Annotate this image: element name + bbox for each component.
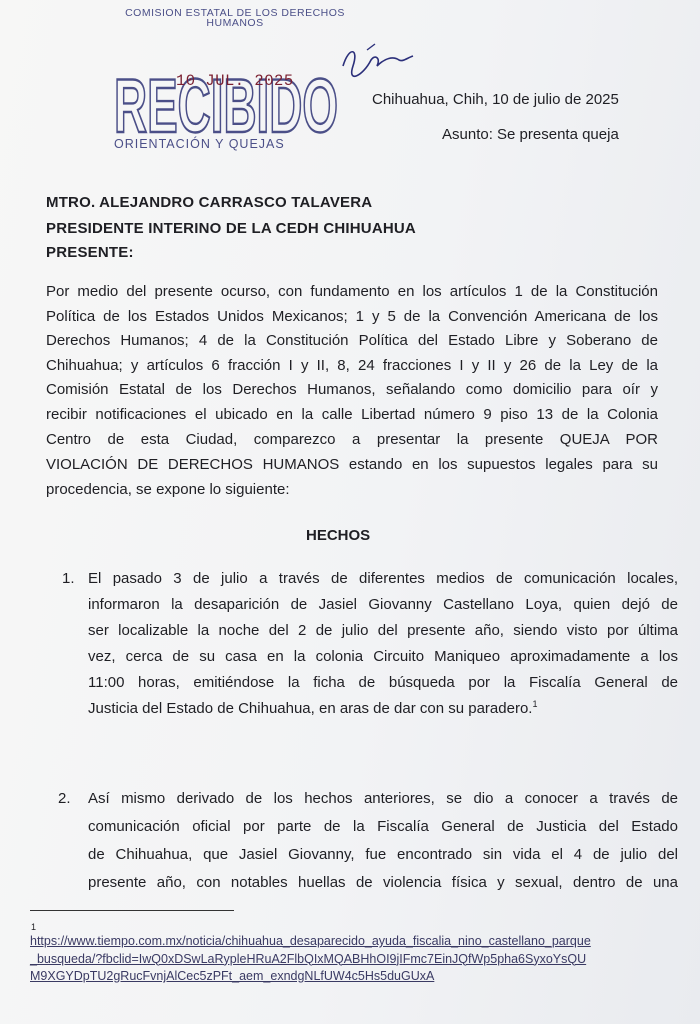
signature-icon [337, 36, 417, 126]
fact-line: Así mismo derivado de los hechos anteriores, se dio a conocer a través de [88, 790, 678, 807]
fact-line: comunicación oficial por parte de la Fiscalía General de Justicia del Estado [88, 818, 678, 835]
intro-line: Chihuahua; y artículos 6 fracción I y II, 8, 24 fracciones I y II y 26 de la Ley de la [46, 357, 658, 374]
fact-line: vez, cerca de su casa en la colonia Circuito Maniqueo aproximadamente a los [88, 648, 678, 665]
fact-line: 11:00 horas, emitiéndose la ficha de búsqueda por la Fiscalía General de [88, 674, 678, 691]
fact-line: El pasado 3 de julio a través de diferentes medios de comunicación locales, [88, 570, 678, 587]
stamp-institution: COMISION ESTATAL DE LOS DERECHOS HUMANOS [125, 7, 345, 29]
fact-line: ser localizable la noche del 2 de julio del presente año, siendo visto por última [88, 622, 678, 639]
section-title: HECHOS [306, 527, 371, 544]
fact-line: presente año, con notables huellas de violencia física y sexual, dentro de una [88, 874, 678, 891]
fact-number: 1. [62, 570, 75, 587]
footnote-link-line[interactable]: M9XGYDpTU2gRucFvnjAlCec5zPFt_aem_exndgNLfUW4c5Hs5duGUxA [30, 969, 435, 983]
place-and-date: Chihuahua, Chih, 10 de julio de 2025 [372, 91, 619, 108]
footnote-link-line[interactable]: _busqueda/?fbclid=IwQ0xDSwLaRypleHRuA2FlbQIxMQABHhOI9jIFmc7EinJQfWp5pha6SyxoYsQU [30, 951, 587, 966]
stamp-word-text: RECIBIDO [114, 64, 338, 144]
stamp-date: 10 JUL. 2025 [176, 72, 294, 90]
intro-line: Comisión Estatal de los Derechos Humanos, señalando como domicilio para oír y [46, 381, 658, 398]
intro-line: VIOLACIÓN DE DERECHOS HUMANOS estando en los supuestos legales para su [46, 456, 658, 473]
intro-line: Centro de esta Ciudad, comparezco a presentar la presente QUEJA POR [46, 431, 658, 448]
intro-line: Política de los Estados Unidos Mexicanos; 1 y 5 de la Convención Americana de los [46, 308, 658, 325]
intro-line: procedencia, se expone lo siguiente: [46, 481, 290, 498]
footnote-link-line[interactable]: https://www.tiempo.com.mx/noticia/chihuahua_desaparecido_ayuda_fiscalia_nino_castellano_parque [30, 934, 591, 948]
fact-line: Justicia del Estado de Chihuahua, en aras de dar con su paradero. [88, 700, 533, 717]
intro-line: recibir notificaciones el ubicado en la calle Libertad número 9 piso 13 de la Colonia [46, 406, 658, 423]
fact-line-last [88, 696, 678, 722]
fact-number: 2. [58, 790, 71, 807]
intro-line: Derechos Humanos; 4 de la Constitución Política del Estado Libre y Soberano de [46, 332, 658, 349]
reception-stamp [112, 8, 362, 158]
stamp-department: ORIENTACIÓN Y QUEJAS [114, 137, 285, 151]
footnote-divider [30, 910, 234, 911]
addressee-name: MTRO. ALEJANDRO CARRASCO TALAVERA [46, 194, 373, 211]
addressee-greeting: PRESENTE: [46, 244, 134, 261]
fact-line: informaron la desaparición de Jasiel Giovanny Castellano Loya, quien dejó de [88, 596, 678, 613]
footnote-link[interactable] [30, 933, 666, 986]
subject-line: Asunto: Se presenta queja [442, 126, 619, 143]
intro-line: Por medio del presente ocurso, con fundamento en los artículos 1 de la Constitución [46, 283, 658, 300]
footnote-ref[interactable]: 1 [532, 699, 538, 709]
footnote-number: 1 [31, 922, 37, 932]
addressee-position: PRESIDENTE INTERINO DE LA CEDH CHIHUAHUA [46, 220, 416, 237]
fact-line: de Chihuahua, que Jasiel Giovanny, fue encontrado sin vida el 4 de julio del [88, 846, 678, 863]
